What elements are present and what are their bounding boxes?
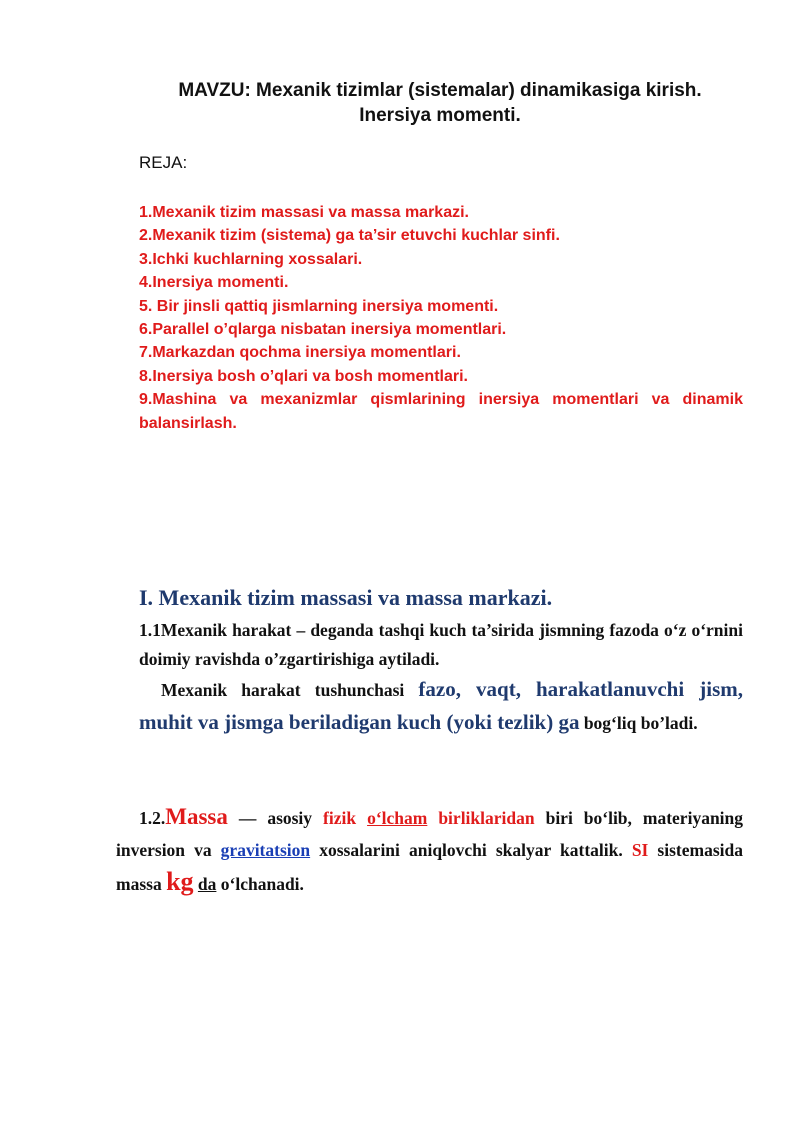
link-gravitatsion[interactable]: gravitatsion <box>220 840 311 860</box>
term-massa: Massa <box>165 804 228 829</box>
link-olcham[interactable]: o‘lcham <box>367 808 428 828</box>
plan-list <box>139 201 743 435</box>
paragraph-mechanical-motion: 1.1Mexanik harakat – deganda tashqi kuch ta’sirida jismning fazoda o‘z o‘rnini doimiy ravishda o’zgartirishiga aytiladi. <box>139 620 743 669</box>
term-fizik: fizik <box>323 808 368 828</box>
paragraph-motion-concept <box>139 673 743 739</box>
plan-item: 9.Mashina va mexanizmlar qismlarining inersiya momentlari va dinamik balansirlash. <box>139 391 743 432</box>
title-line-2: Inersiya momenti. <box>359 105 521 126</box>
paragraph-text: bog‘liq bo’ladi. <box>579 713 698 733</box>
link-da[interactable]: da <box>197 874 217 894</box>
term-kg: kg <box>166 867 194 896</box>
plan-item: 2.Mexanik tizim (sistema) ga ta’sir etuvchi kuchlar sinfi. <box>139 227 560 245</box>
plan-item: 5. Bir jinsli qattiq jismlarning inersiya momenti. <box>139 297 499 315</box>
section-heading: I. Mexanik tizim massasi va massa markazi. <box>139 585 553 610</box>
plan-item: 6.Parallel o’qlarga nisbatan inersiya momentlari. <box>139 321 507 339</box>
section-number: 1.2. <box>139 808 166 828</box>
paragraph-text: sistemasida massa <box>116 840 743 894</box>
plan-item: 3.Ichki kuchlarning xossalari. <box>139 250 363 268</box>
plan-item: 1.Mexanik tizim massasi va massa markazi. <box>139 204 469 221</box>
page-title <box>110 78 770 128</box>
term-si: SI <box>631 840 649 860</box>
paragraph-text: biri bo‘lib, materiyaning inversion va <box>116 808 744 860</box>
plan-item: 4.Inersiya momenti. <box>139 274 289 292</box>
paragraph-text: Mexanik harakat tushunchasi <box>161 680 419 700</box>
paragraph-text: — asosiy <box>227 808 324 828</box>
plan-item: 7.Markazdan qochma inersiya momentlari. <box>139 344 461 362</box>
paragraph-mass-definition <box>116 801 743 900</box>
term-birliklaridan: birliklaridan <box>438 808 535 828</box>
plan-item: 8.Inersiya bosh o’qlari va bosh momentlari. <box>139 367 468 385</box>
title-line-1: MAVZU: Mexanik tizimlar (sistemalar) dinamikasiga kirish. <box>178 80 702 101</box>
plan-label: REJA: <box>139 153 188 172</box>
paragraph-text: o‘lchanadi. <box>216 874 304 894</box>
highlighted-terms: fazo, vaqt, harakatlanuvchi jism, muhit va jismga beriladigan kuch (yoki tezlik) ga <box>139 677 743 734</box>
paragraph-text: xossalarini aniqlovchi skalyar kattalik. <box>310 840 632 860</box>
